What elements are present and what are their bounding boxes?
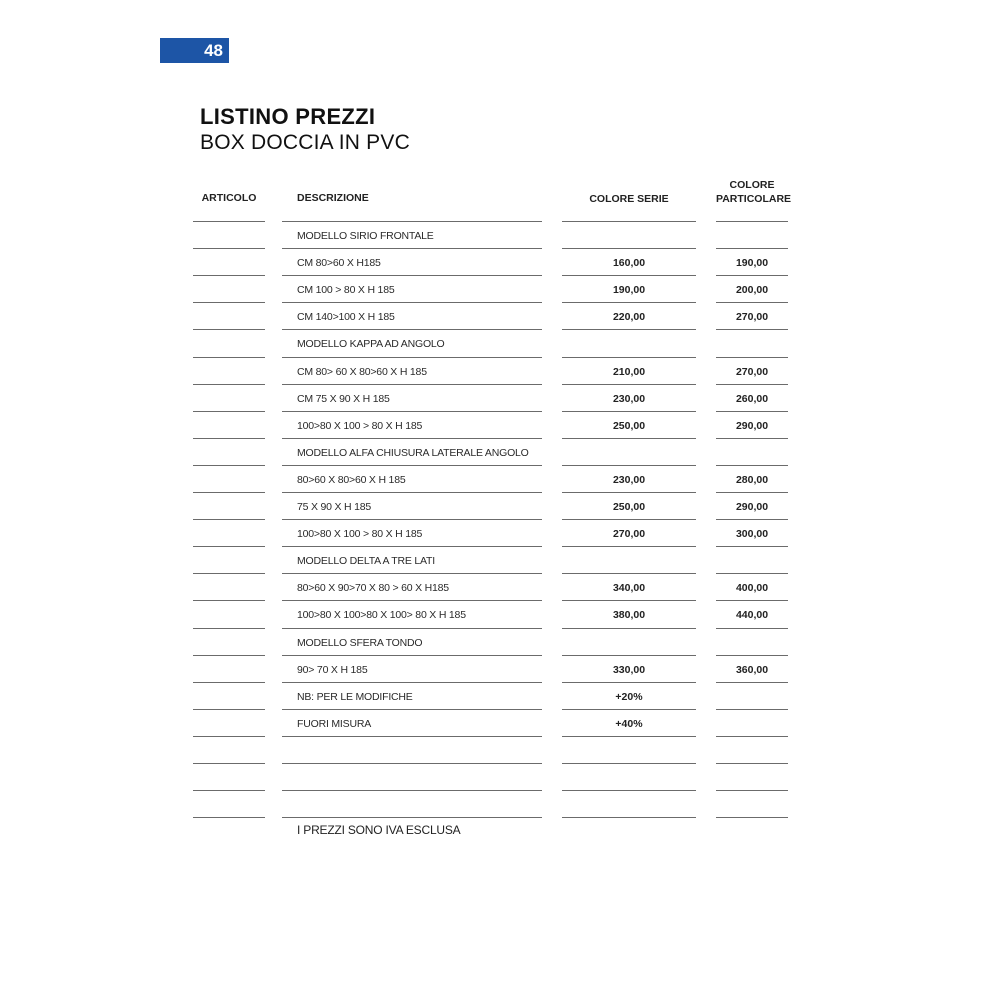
table-rule: [282, 329, 542, 330]
table-rule: [716, 221, 788, 222]
table-rule: [562, 736, 696, 737]
table-rule: [716, 763, 788, 764]
table-rule: [193, 709, 265, 710]
page-subtitle: BOX DOCCIA IN PVC: [200, 131, 410, 154]
table-rule: [193, 817, 265, 818]
cell-colore-particolare: 360,00: [735, 664, 769, 676]
cell-colore-serie: 160,00: [612, 257, 646, 269]
cell-descrizione: CM 75 X 90 X H 185: [297, 393, 390, 405]
page-number-badge: [160, 38, 229, 63]
table-rule: [193, 329, 265, 330]
footnote: I PREZZI SONO IVA ESCLUSA: [297, 823, 461, 837]
cell-colore-particolare: 270,00: [735, 366, 769, 378]
cell-colore-serie: +20%: [615, 691, 643, 703]
table-rule: [562, 221, 696, 222]
table-rule: [716, 248, 788, 249]
cell-colore-particolare: 270,00: [735, 311, 769, 323]
page-title: LISTINO PREZZI: [200, 104, 376, 129]
table-rule: [562, 817, 696, 818]
page-number: 48: [204, 40, 223, 60]
table-rule: [562, 546, 696, 547]
table-rule: [716, 384, 788, 385]
column-header-colore-particolare-line2: PARTICOLARE: [716, 193, 792, 205]
table-rule: [716, 329, 788, 330]
table-rule: [193, 763, 265, 764]
table-rule: [716, 492, 788, 493]
table-rule: [282, 411, 542, 412]
cell-descrizione: MODELLO KAPPA AD ANGOLO: [297, 338, 445, 350]
table-rule: [562, 357, 696, 358]
cell-descrizione: CM 140>100 X H 185: [297, 311, 395, 323]
cell-descrizione: MODELLO DELTA A TRE LATI: [297, 555, 435, 567]
table-rule: [282, 302, 542, 303]
table-rule: [193, 600, 265, 601]
column-header-articolo: ARTICOLO: [201, 192, 257, 204]
cell-colore-particolare: 190,00: [735, 257, 769, 269]
cell-colore-serie: 330,00: [612, 664, 646, 676]
table-rule: [282, 682, 542, 683]
table-rule: [716, 628, 788, 629]
cell-colore-serie: 380,00: [612, 609, 646, 621]
cell-descrizione: 75 X 90 X H 185: [297, 501, 372, 513]
table-rule: [562, 248, 696, 249]
table-rule: [193, 519, 265, 520]
table-rule: [282, 600, 542, 601]
table-rule: [562, 465, 696, 466]
table-rule: [193, 357, 265, 358]
table-rule: [716, 546, 788, 547]
table-rule: [562, 302, 696, 303]
table-rule: [716, 357, 788, 358]
table-rule: [193, 492, 265, 493]
table-rule: [193, 275, 265, 276]
cell-descrizione: 80>60 X 80>60 X H 185: [297, 474, 406, 486]
table-rule: [716, 573, 788, 574]
table-rule: [282, 519, 542, 520]
table-rule: [562, 600, 696, 601]
cell-descrizione: MODELLO SIRIO FRONTALE: [297, 230, 434, 242]
table-rule: [716, 790, 788, 791]
table-rule: [716, 302, 788, 303]
table-rule: [282, 438, 542, 439]
table-rule: [193, 411, 265, 412]
column-header-colore-serie: COLORE SERIE: [589, 193, 669, 205]
cell-colore-serie: 340,00: [612, 582, 646, 594]
table-rule: [282, 546, 542, 547]
table-rule: [562, 519, 696, 520]
table-rule: [562, 655, 696, 656]
table-rule: [193, 384, 265, 385]
cell-colore-serie: 230,00: [612, 474, 646, 486]
table-rule: [193, 465, 265, 466]
table-rule: [282, 573, 542, 574]
column-header-colore-particolare-line1: COLORE: [729, 179, 775, 191]
cell-colore-serie: 220,00: [612, 311, 646, 323]
table-rule: [716, 411, 788, 412]
table-rule: [716, 519, 788, 520]
table-rule: [562, 628, 696, 629]
table-rule: [282, 628, 542, 629]
table-rule: [282, 817, 542, 818]
table-rule: [282, 790, 542, 791]
table-rule: [193, 438, 265, 439]
table-rule: [282, 465, 542, 466]
cell-colore-particolare: 290,00: [735, 501, 769, 513]
cell-descrizione: MODELLO SFERA TONDO: [297, 637, 423, 649]
table-rule: [716, 600, 788, 601]
table-rule: [193, 546, 265, 547]
table-rule: [562, 573, 696, 574]
table-rule: [282, 357, 542, 358]
cell-descrizione: 100>80 X 100 > 80 X H 185: [297, 528, 423, 540]
table-rule: [282, 736, 542, 737]
cell-descrizione: CM 80> 60 X 80>60 X H 185: [297, 366, 427, 378]
table-rule: [193, 628, 265, 629]
table-rule: [562, 682, 696, 683]
cell-descrizione: 100>80 X 100 > 80 X H 185: [297, 420, 423, 432]
table-rule: [282, 763, 542, 764]
column-header-descrizione: DESCRIZIONE: [297, 192, 369, 204]
cell-descrizione: 90> 70 X H 185: [297, 664, 368, 676]
table-rule: [562, 411, 696, 412]
cell-descrizione: CM 100 > 80 X H 185: [297, 284, 395, 296]
table-rule: [716, 736, 788, 737]
table-rule: [562, 790, 696, 791]
table-rule: [716, 438, 788, 439]
cell-colore-serie: 230,00: [612, 393, 646, 405]
table-rule: [193, 790, 265, 791]
table-rule: [562, 709, 696, 710]
cell-colore-particolare: 260,00: [735, 393, 769, 405]
table-rule: [562, 329, 696, 330]
cell-descrizione: MODELLO ALFA CHIUSURA LATERALE ANGOLO: [297, 447, 529, 459]
cell-colore-serie: 270,00: [612, 528, 646, 540]
table-rule: [193, 573, 265, 574]
cell-descrizione: 80>60 X 90>70 X 80 > 60 X H185: [297, 582, 449, 594]
table-rule: [193, 736, 265, 737]
cell-descrizione: NB: PER LE MODIFICHE: [297, 691, 413, 703]
table-rule: [282, 275, 542, 276]
table-rule: [716, 817, 788, 818]
table-rule: [562, 275, 696, 276]
table-rule: [282, 655, 542, 656]
cell-colore-particolare: 290,00: [735, 420, 769, 432]
table-rule: [562, 384, 696, 385]
table-rule: [282, 384, 542, 385]
cell-colore-particolare: 280,00: [735, 474, 769, 486]
cell-colore-serie: +40%: [615, 718, 643, 730]
cell-colore-particolare: 300,00: [735, 528, 769, 540]
table-rule: [716, 655, 788, 656]
cell-colore-serie: 210,00: [612, 366, 646, 378]
table-rule: [716, 275, 788, 276]
table-rule: [193, 302, 265, 303]
table-rule: [716, 465, 788, 466]
table-rule: [282, 248, 542, 249]
table-rule: [193, 248, 265, 249]
table-rule: [716, 682, 788, 683]
table-rule: [562, 438, 696, 439]
cell-colore-particolare: 440,00: [735, 609, 769, 621]
cell-colore-particolare: 400,00: [735, 582, 769, 594]
table-rule: [282, 709, 542, 710]
cell-descrizione: 100>80 X 100>80 X 100> 80 X H 185: [297, 609, 466, 621]
table-rule: [282, 492, 542, 493]
table-rule: [193, 655, 265, 656]
table-rule: [562, 492, 696, 493]
cell-descrizione: FUORI MISURA: [297, 718, 372, 730]
table-rule: [562, 763, 696, 764]
column-header-colore-particolare: [716, 178, 792, 206]
cell-colore-serie: 190,00: [612, 284, 646, 296]
table-rule: [193, 682, 265, 683]
cell-colore-serie: 250,00: [612, 420, 646, 432]
table-rule: [282, 221, 542, 222]
cell-colore-serie: 250,00: [612, 501, 646, 513]
table-rule: [193, 221, 265, 222]
table-rule: [716, 709, 788, 710]
cell-colore-particolare: 200,00: [735, 284, 769, 296]
cell-descrizione: CM 80>60 X H185: [297, 257, 381, 269]
